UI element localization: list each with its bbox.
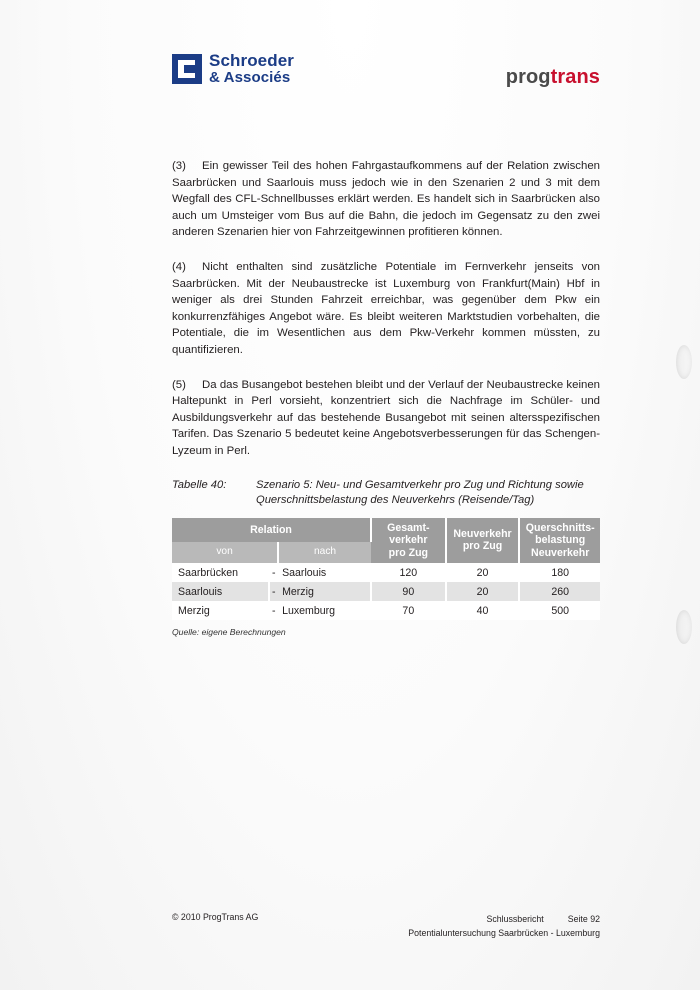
- cell-relation-dash: -: [269, 601, 278, 620]
- progtrans-logo: [506, 66, 600, 89]
- header-gesamtverkehr-line2: verkehr: [389, 534, 428, 546]
- cell-neuverkehr: 40: [446, 601, 520, 620]
- cell-relation-from: Saarlouis: [172, 582, 269, 601]
- header-querschnitt-line2: belastung: [535, 534, 586, 546]
- cell-gesamtverkehr: 70: [371, 601, 446, 620]
- cell-neuverkehr: 20: [446, 582, 520, 601]
- cell-neuverkehr: 20: [446, 563, 520, 582]
- header-querschnittsbelastung: [519, 518, 600, 564]
- table-row: [172, 582, 600, 601]
- cell-relation-dash: -: [269, 563, 278, 582]
- paragraph-5-text: Da das Busangebot bestehen bleibt und der Verlauf der Neubaustrecke keinen Haltepunkt in Perl vorsieht, konzentriert sich die Nachfrage im Schüler- und Ausbildungsverkehr auf das bestehende Busangebot mit seinen altersspezifischen Tarifen. Das Szenario 5 bedeutet keine Angebotsverbesserungen für das Schengen-Lyzeum in Perl.: [172, 378, 600, 457]
- cell-gesamtverkehr: 120: [371, 563, 446, 582]
- cell-querschnittsbelastung: 180: [519, 563, 600, 582]
- paragraph-3-number: (3): [172, 160, 186, 172]
- header-gesamtverkehr-line1: Gesamt-: [387, 521, 430, 534]
- cell-relation-to: Luxemburg: [278, 601, 371, 620]
- schroeder-associes-logo: [172, 52, 294, 87]
- paragraph-3: [172, 158, 600, 241]
- logo-left-line1: Schroeder: [209, 51, 294, 70]
- table-row: [172, 563, 600, 582]
- cell-relation-from: Merzig: [172, 601, 269, 620]
- page-header: [172, 52, 600, 106]
- footer-subtitle: Potentialuntersuchung Saarbrücken - Luxemburg: [408, 928, 600, 938]
- table-caption-text: Szenario 5: Neu- und Gesamtverkehr pro Zug und Richtung sowie Querschnittsbelastung des Neuverkehrs (Reisende/Tag): [256, 478, 584, 506]
- header-gesamtverkehr-line3: pro Zug: [388, 546, 429, 559]
- header-neuverkehr: [446, 518, 520, 564]
- cell-relation-from: Saarbrücken: [172, 563, 269, 582]
- cell-relation-to: Merzig: [278, 582, 371, 601]
- logo-left-line2: & Associés: [209, 69, 291, 87]
- cell-relation-to: Saarlouis: [278, 563, 371, 582]
- progtrans-logo-trans: trans: [550, 66, 600, 88]
- header-gesamtverkehr: [371, 518, 446, 564]
- footer-copyright: © 2010 ProgTrans AG: [172, 912, 259, 922]
- paragraph-4: [172, 259, 600, 359]
- header-neuverkehr-line1: Neuverkehr: [453, 527, 512, 540]
- punch-hole-artifact: [676, 610, 692, 644]
- paragraph-4-number: (4): [172, 260, 186, 273]
- table-header-row: [172, 518, 600, 543]
- header-querschnitt-line1: Querschnitts-: [525, 521, 595, 534]
- punch-hole-artifact: [676, 345, 692, 379]
- header-relation-von: von: [172, 542, 278, 563]
- table-row: [172, 601, 600, 620]
- footer-page-number: Seite 92: [567, 914, 600, 924]
- header-neuverkehr-line2: pro Zug: [462, 540, 503, 553]
- table-caption-label: Tabelle 40:: [172, 478, 227, 491]
- scenario5-table: [172, 518, 600, 621]
- cell-querschnittsbelastung: 500: [519, 601, 600, 620]
- cell-querschnittsbelastung: 260: [519, 582, 600, 601]
- footer-report-title: Schlussbericht: [486, 914, 544, 924]
- cell-gesamtverkehr: 90: [371, 582, 446, 601]
- header-querschnitt-line3: Neuverkehr: [531, 546, 590, 559]
- paragraph-4-text: Nicht enthalten sind zusätzliche Potentiale im Fernverkehr jenseits von Saarbrücken. Mit der Neubaustrecke ist Luxemburg von Frankfurt(Main) Hbf in weniger als drei Stunden Fahrzeit erreichbar, was gegenüber dem Pkw ein konkurrenzfähiges Angebot wäre. Es bleibt weiteren Marktstudien vorbehalten, die Potentiale, die im Wesentlichen aus dem Pkw-Verkehr kommen müssten, zu quantifizieren.: [172, 260, 600, 356]
- schroeder-logo-icon: [172, 54, 202, 84]
- header-relation: Relation: [172, 518, 371, 543]
- header-relation-nach: nach: [278, 542, 371, 563]
- paragraph-5: [172, 377, 600, 460]
- page-content: [172, 158, 600, 637]
- paragraph-3-text: Ein gewisser Teil des hohen Fahrgastaufkommens auf der Relation zwischen Saarbrücken und Saarlouis muss jedoch wie in den Szenarien 2 und 3 mit dem Wegfall des CFL-Schnellbusses erklärt werden. Es handelt sich in Saarbrücken also auch um Umsteiger vom Bus auf die Bahn, die jedoch im Gegensatz zu den zwei anderen Szenarien hier von Fahrzeitgewinnen profitieren können.: [172, 160, 600, 239]
- paragraph-5-number: (5): [172, 378, 186, 391]
- cell-relation-dash: -: [269, 582, 278, 601]
- table-caption: [172, 478, 600, 509]
- progtrans-logo-prog: prog: [505, 66, 551, 88]
- table-source: Quelle: eigene Berechnungen: [172, 627, 286, 637]
